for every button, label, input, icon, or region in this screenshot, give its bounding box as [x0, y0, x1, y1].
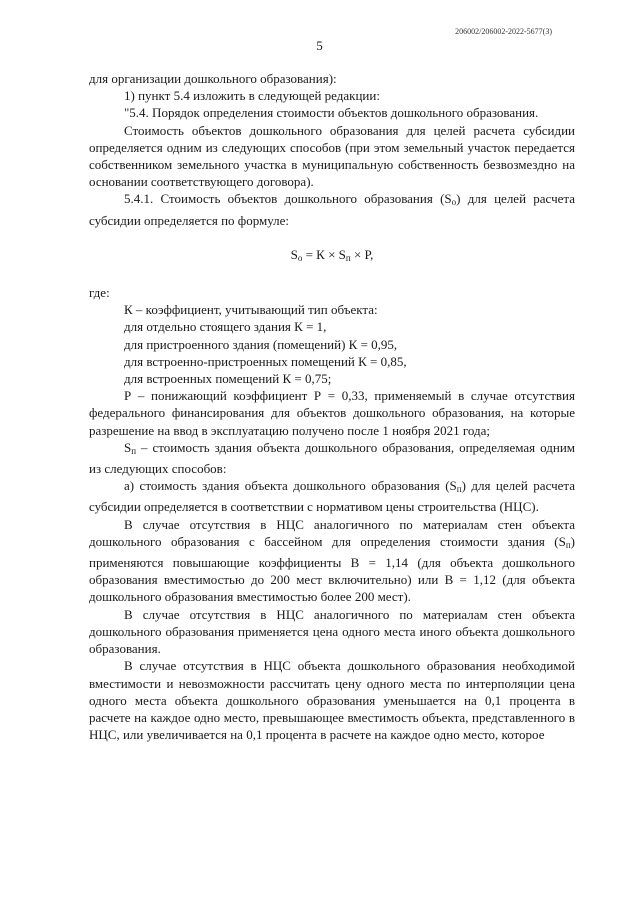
paragraph-amendment: 1) пункт 5.4 изложить в следующей редакции:	[124, 88, 380, 104]
paragraph-k-attached: для пристроенного здания (помещений) К = 0,95,	[124, 336, 398, 352]
paragraph-capacity-adjust: В случае отсутствия в НЦС объекта дошкольного образования необходимой вместимости и невозможности рассчитать цену одного места по интерполяции цена одного места объекта дошкольного образования уменьшается на 0,1 процента в расчете на каждое одно место, превышающее вместимость объекта, представленного в НЦС, или увеличивается на 0,1 процента в расчете на каждое одно место, которое	[89, 658, 575, 743]
paragraph-5-4-1: 5.4.1. Стоимость объектов дошкольного образования $(S_о)$ для целей расчета субсидии определяется по формуле:	[89, 191, 575, 228]
formula: $S_о = К \times S_п \times Р$,	[290, 246, 374, 263]
paragraph-k-built-in: для встроенных помещений К = 0,75;	[124, 371, 332, 387]
page-number: 5	[316, 38, 323, 53]
paragraph-cost-methods: Стоимость объектов дошкольного образования для целей расчета субсидии определяется одним из следующих способов (при этом земельный участок передается собственником земельного участка в муниципальную собственность безвозмездно на основании соответствующего договора).	[89, 122, 575, 190]
paragraph-continuation: для организации дошкольного образования):	[89, 71, 337, 86]
paragraph-where: где:	[89, 285, 110, 301]
paragraph-analog-price: В случае отсутствия в НЦС аналогичного по материалам стен объекта дошкольного образования применяется цена одного места иного объекта дошкольного образования.	[89, 606, 575, 657]
paragraph-section-title: "5.4. Порядок определения стоимости объектов дошкольного образования.	[124, 105, 539, 121]
paragraph-pool-coefficient: В случае отсутствия в НЦС аналогичного по материалам стен объекта дошкольного образования с бассейном для определения стоимости здания $(S_п)$ применяются повышающие коэффициенты В = 1,14 (для объекта дошкольного образования вместимостью до 200 мест включительно) или В = 1,12 (для объекта дошкольного образования вместимостью более 200 мест).	[89, 516, 575, 605]
paragraph-k-definition: К – коэффициент, учитывающий тип объекта:	[124, 302, 378, 318]
paragraph-sp-definition: $S_п$ – стоимость здания объекта дошкольного образования, определяемая одним из следующих способов:	[89, 439, 575, 477]
paragraph-k-standalone: для отдельно стоящего здания К = 1,	[124, 319, 327, 335]
paragraph-method-a: а) стоимость здания объекта дошкольного образования $(S_п)$ для целей расчета субсидии определяется в соответствии с нормативом цены строительства (НЦС).	[89, 478, 575, 515]
document-body	[89, 70, 575, 743]
document-number: 206002/206002-2022-5677(3)	[455, 27, 552, 36]
paragraph-p-definition: Р – понижающий коэффициент Р = 0,33, применяемый в случае отсутствия федерального финансирования для объектов дошкольного образования, на которые разрешение на ввод в эксплуатацию получено после 1 ноября 2021 года;	[89, 388, 575, 438]
paragraph-k-built-attached: для встроенно-пристроенных помещений К = 0,85,	[124, 353, 407, 369]
